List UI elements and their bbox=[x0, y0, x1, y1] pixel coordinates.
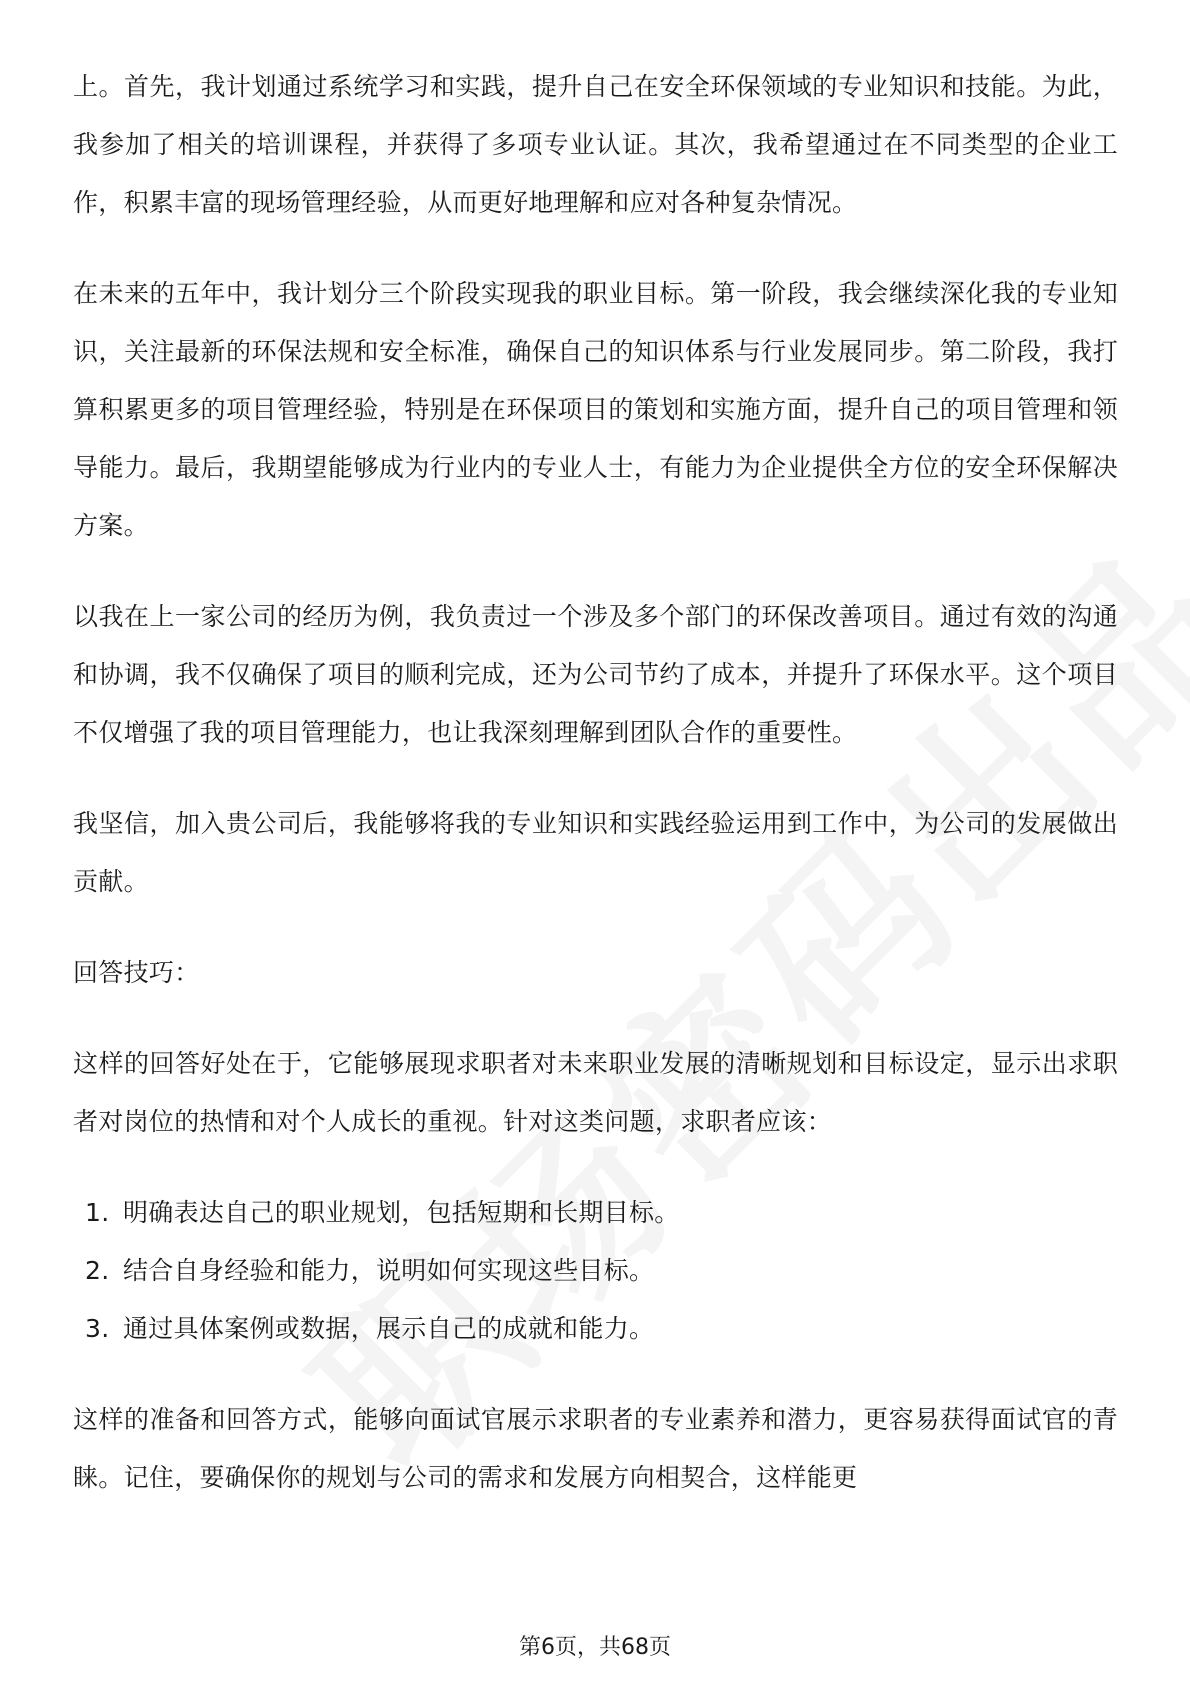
list-item bbox=[73, 1300, 1118, 1358]
list-item bbox=[73, 1184, 1118, 1242]
paragraph-3: 以我在上一家公司的经历为例，我负责过一个涉及多个部门的环保改善项目。通过有效的沟通和协调，我不仅确保了项目的顺利完成，还为公司节约了成本，并提升了环保水平。这个项目不仅增强了我的项目管理能力，也让我深刻理解到团队合作的重要性。 bbox=[73, 602, 1118, 747]
list-text: 明确表达自己的职业规划，包括短期和长期目标。 bbox=[123, 1198, 680, 1227]
list-text: 结合自身经验和能力，说明如何实现这些目标。 bbox=[123, 1256, 655, 1285]
page-number-footer: 第6页，共68页 bbox=[519, 1635, 671, 1660]
tips-list bbox=[73, 1184, 1118, 1358]
closing-paragraph: 这样的准备和回答方式，能够向面试官展示求职者的专业素养和潜力，更容易获得面试官的青睐。记住，要确保你的规划与公司的需求和发展方向相契合，这样能更 bbox=[73, 1405, 1118, 1492]
list-text: 通过具体案例或数据，展示自己的成就和能力。 bbox=[123, 1314, 655, 1343]
paragraph-1: 上。首先，我计划通过系统学习和实践，提升自己在安全环保领域的专业知识和技能。为此，我参加了相关的培训课程，并获得了多项专业认证。其次，我希望通过在不同类型的企业工作，积累丰富的现场管理经验，从而更好地理解和应对各种复杂情况。 bbox=[73, 72, 1118, 217]
section-heading-tips: 回答技巧： bbox=[73, 958, 200, 987]
document-body bbox=[73, 58, 1118, 1507]
paragraph-2: 在未来的五年中，我计划分三个阶段实现我的职业目标。第一阶段，我会继续深化我的专业知识，关注最新的环保法规和安全标准，确保自己的知识体系与行业发展同步。第二阶段，我打算积累更多的项目管理经验，特别是在环保项目的策划和实施方面，提升自己的项目管理和领导能力。最后，我期望能够成为行业内的专业人士，有能力为企业提供全方位的安全环保解决方案。 bbox=[73, 279, 1118, 540]
list-number: 3. bbox=[85, 1314, 110, 1343]
list-number: 2. bbox=[85, 1256, 110, 1285]
list-number: 1. bbox=[85, 1198, 110, 1227]
paragraph-5: 这样的回答好处在于，它能够展现求职者对未来职业发展的清晰规划和目标设定，显示出求职者对岗位的热情和对个人成长的重视。针对这类问题，求职者应该： bbox=[73, 1049, 1118, 1136]
paragraph-4: 我坚信，加入贵公司后，我能够将我的专业知识和实践经验运用到工作中，为公司的发展做出贡献。 bbox=[73, 809, 1118, 896]
list-item bbox=[73, 1242, 1118, 1300]
